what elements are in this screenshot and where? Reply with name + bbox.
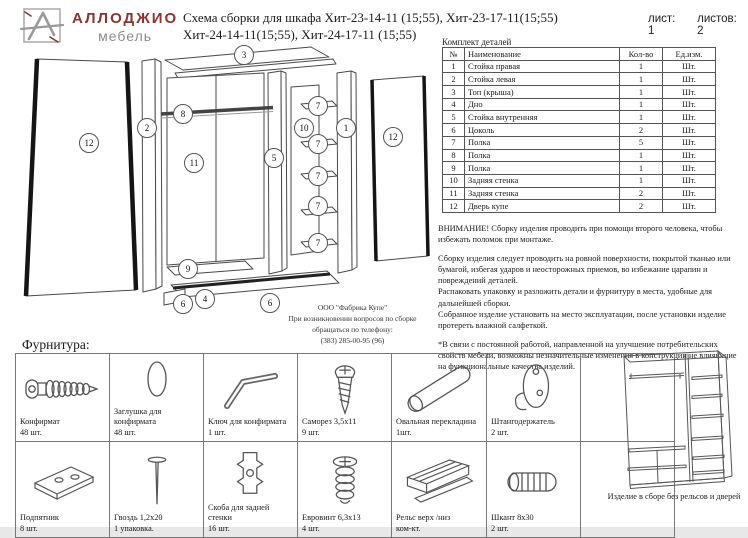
- foot-pad-icon: [20, 451, 105, 513]
- table-row: 8 Полка 1 Шт.: [443, 149, 716, 162]
- sheet-total: листов: 2: [697, 13, 737, 37]
- back-panel-bracket-icon: [208, 441, 293, 503]
- svg-text:9: 9: [185, 264, 191, 274]
- allodgio-logo-icon: [20, 6, 68, 46]
- brand-block: [72, 11, 178, 44]
- part-left-door: [26, 59, 136, 296]
- svg-text:1: 1: [343, 123, 349, 133]
- svg-text:4: 4: [202, 294, 208, 304]
- confirmat-screw-icon: [20, 361, 105, 418]
- dowel-icon: [491, 451, 576, 513]
- table-row: 9 Полка 1 Шт.: [443, 162, 716, 175]
- table-row: 12 Дверь купе 2 Шт.: [443, 200, 716, 213]
- nail-icon: [114, 451, 199, 513]
- svg-text:7: 7: [315, 139, 321, 149]
- part-center-post: [268, 71, 282, 274]
- self-tapping-screw-icon: [302, 361, 387, 418]
- disclaimer-text: *В связи с постоянной работой, направленной на улучшение потребительских свойств мебели, возможны незначительные изменения в конструкции не влияющие на функциональные качества изделий.: [438, 339, 737, 372]
- col-name: Наименование: [465, 48, 620, 61]
- table-row: 6 Цоколь 2 Шт.: [443, 124, 716, 137]
- assembly-notes: ВНИМАНИЕ! Сборку изделия проводить при помощи второго человека, чтобы избежать поломок при монтаже. Сборку изделия следует проводить на ровной поверхности, покрытой тканью или бумагой, избегая ударов и неосторожных приемов, во избежание царапин и повреждений деталей. Распаковать упаковку и разложить детали и фурнитуру в места, удобные для дальнейшей сборки. Собранное изделие установить на место эксплуатации, после установки изделие протереть влажной салфеткой. *В связи с постоянной работой, направленной на улучшение потребительских свойств мебели, возможны незначительные изменения в конструкции не влияющие на функциональные качества изделий.: [438, 223, 746, 372]
- svg-text:2: 2: [144, 123, 150, 133]
- svg-text:7: 7: [315, 238, 321, 248]
- table-row: 5 Стойка внутренняя 1 Шт.: [443, 111, 716, 124]
- hardware-section-title: Фурнитура:: [22, 337, 90, 352]
- part-left-post: [142, 59, 156, 292]
- svg-text:12: 12: [388, 132, 398, 142]
- assembled-wardrobe-drawing: [612, 346, 744, 492]
- cap-icon: [114, 350, 199, 407]
- parts-table-caption: Комплект деталей: [442, 37, 512, 47]
- svg-text:10: 10: [299, 123, 309, 133]
- table-row: 10 Задняя стенка 1 Шт.: [443, 174, 716, 187]
- table-row: 11 Задняя стенка 2 Шт.: [443, 187, 716, 200]
- hardware-item-cap: Заглушка для конфирмата 48 шт.: [110, 354, 204, 442]
- hardware-item-back-bracket: Скоба для задней стенки 16 шт.: [204, 442, 298, 538]
- oval-rod-icon: [396, 361, 482, 418]
- hardware-row-1: [16, 354, 675, 442]
- svg-text:11: 11: [189, 158, 199, 168]
- hardware-item-euro-screw: Евровинт 6,3х13 4 шт.: [298, 442, 392, 538]
- hardware-item-foot-pad: Подпятник 8 шт.: [16, 442, 110, 538]
- sheet-info: [648, 13, 744, 37]
- hardware-row-2: [16, 442, 675, 538]
- rod-holder-icon: [491, 361, 576, 418]
- hardware-item-self-tapping-screw: Саморез 3,5х11 9 шт.: [298, 354, 392, 442]
- manufacturer-info: ООО "Фабрика Купе" При возникновении вопросов по сборке обращаться по телефону: (383) 285-00-95 (96): [250, 303, 455, 347]
- parts-table: [442, 47, 716, 213]
- svg-text:6: 6: [267, 298, 273, 308]
- brand-name: АЛЛОДЖИО: [72, 10, 179, 27]
- hardware-item-hex-key: Ключ для конфирмата 1 шт.: [204, 354, 298, 442]
- manufacturer-phone: (383) 285-00-95 (96): [320, 335, 385, 345]
- hardware-table: [15, 353, 675, 538]
- rail-icon: [396, 451, 482, 513]
- col-qty: Кол-во: [620, 48, 663, 61]
- part-right-post: [337, 71, 352, 273]
- table-row: 7 Полка 5 Шт.: [443, 136, 716, 149]
- svg-text:5: 5: [271, 153, 277, 163]
- assembled-caption: Изделие в сборе без рельсов и дверей: [607, 492, 741, 501]
- svg-text:12: 12: [84, 138, 94, 148]
- table-row: 2 Стойка левая 1 Шт.: [443, 73, 716, 86]
- hardware-item-oval-rod: Овальная перекладина 1шт.: [392, 354, 487, 442]
- svg-text:6: 6: [180, 299, 186, 309]
- warning-text: ВНИМАНИЕ! Сборку изделия проводить при помощи второго человека, чтобы избежать поломок при монтаже.: [438, 224, 723, 245]
- col-unit: Ед.изм.: [663, 48, 716, 61]
- table-row: 4 Дно 1 Шт.: [443, 98, 716, 111]
- exploded-assembly-diagram: [15, 42, 435, 338]
- title-line-1: Схема сборки для шкафа Хит-23-14-11 (15;55), Хит-23-17-11(15;55): [183, 10, 558, 25]
- hardware-item-nail: Гвоздь 1,2х20 1 упаковка.: [110, 442, 204, 538]
- hex-key-icon: [208, 361, 293, 418]
- col-number: №: [443, 48, 465, 61]
- svg-text:7: 7: [315, 201, 321, 211]
- manufacturer-name: ООО "Фабрика Купе": [317, 303, 388, 312]
- sheet-current: лист: 1: [648, 13, 676, 37]
- svg-text:7: 7: [315, 171, 321, 181]
- parts-table-body: [443, 60, 716, 212]
- parts-table-header-row: [443, 48, 716, 61]
- title-line-2: Хит-24-14-11(15;55), Хит-24-17-11 (15;55): [183, 27, 417, 42]
- euro-screw-icon: [302, 451, 387, 513]
- table-row: 1 Стойка правая 1 Шт.: [443, 60, 716, 73]
- hardware-item-confirmat: Конфирмат 48 шт.: [16, 354, 110, 442]
- hardware-item-rail: Рельс верх /низ ком-кт.: [392, 442, 487, 538]
- svg-text:7: 7: [315, 101, 321, 111]
- table-row: 3 Топ (крыша) 1 Шт.: [443, 86, 716, 99]
- part-right-door: [372, 76, 428, 261]
- svg-text:8: 8: [180, 109, 186, 119]
- hardware-item-rod-holder: Штангодержатель 2 шт.: [487, 354, 581, 442]
- hardware-item-dowel: Шкант 8х30 2 шт.: [487, 442, 581, 538]
- brand-type: мебель: [98, 27, 153, 44]
- svg-text:3: 3: [241, 50, 247, 60]
